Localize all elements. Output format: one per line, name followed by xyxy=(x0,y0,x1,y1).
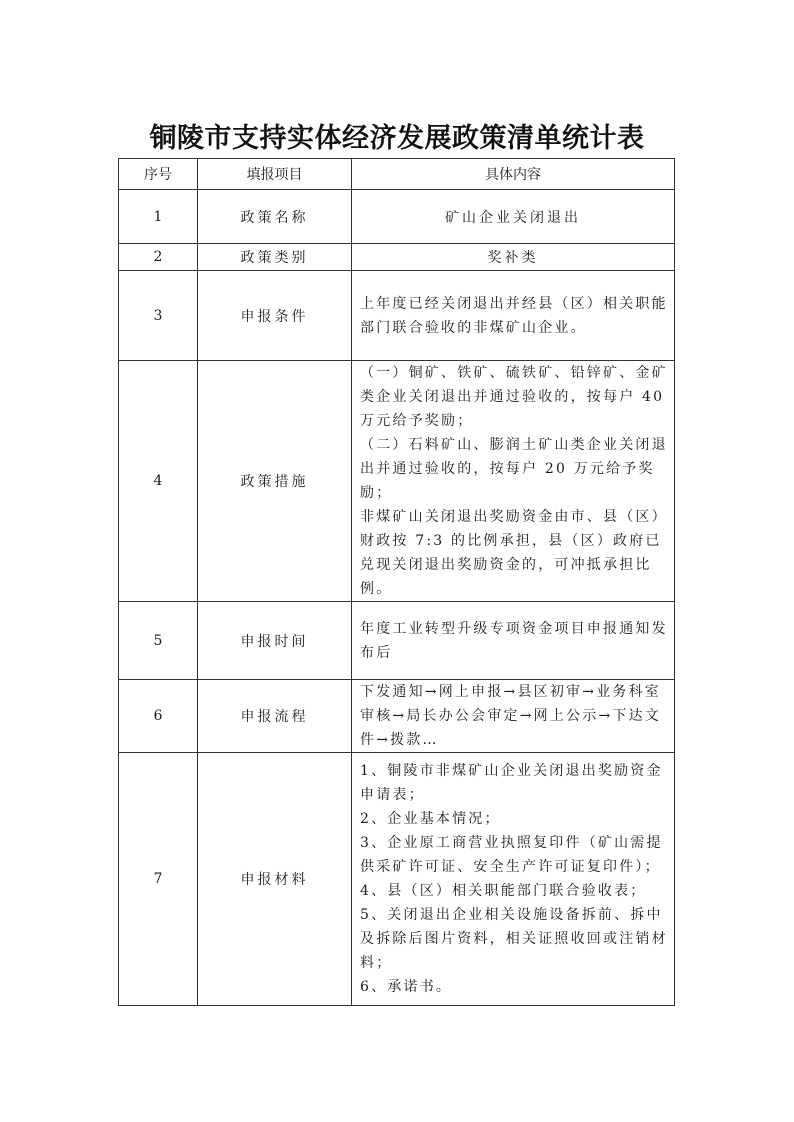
header-item: 填报项目 xyxy=(198,159,352,190)
row-no: 6 xyxy=(119,680,198,753)
content-line: 下发通知→网上申报→县区初审→业务科室审核→局长办公会审定→网上公示→下达文件→拨款… xyxy=(360,684,661,748)
table-row xyxy=(119,244,675,271)
row-content xyxy=(352,680,675,753)
content-line: 3、企业原工商营业执照复印件（矿山需提供采矿许可证、安全生产许可证复印件）； xyxy=(360,835,663,875)
content-line: 2、企业基本情况； xyxy=(360,811,501,827)
row-no: 1 xyxy=(119,190,198,244)
table-row xyxy=(119,361,675,602)
row-no: 2 xyxy=(119,244,198,271)
header-no: 序号 xyxy=(119,159,198,190)
content-line: 4、县（区）相关职能部门联合验收表； xyxy=(360,883,647,899)
content-line: 矿山企业关闭退出 xyxy=(445,209,581,226)
table-header-row xyxy=(119,159,675,190)
table-row xyxy=(119,602,675,680)
content-line: 上年度已经关闭退出并经县（区）相关职能部门联合验收的非煤矿山企业。 xyxy=(360,295,668,336)
header-content: 具体内容 xyxy=(352,159,675,190)
table-row xyxy=(119,271,675,361)
page-title: 铜陵市支持实体经济发展政策清单统计表 xyxy=(149,123,645,154)
content-line: 奖补类 xyxy=(487,250,539,266)
row-no: 3 xyxy=(119,271,198,361)
row-item: 政策措施 xyxy=(198,361,352,602)
content-line: （二）石料矿山、膨润土矿山类企业关闭退出并通过验收的，按每户 20 万元给予奖励； xyxy=(360,437,668,501)
row-item: 申报材料 xyxy=(198,753,352,1006)
row-item: 申报条件 xyxy=(198,271,352,361)
row-item: 申报流程 xyxy=(198,680,352,753)
row-no: 5 xyxy=(119,602,198,680)
row-content xyxy=(352,602,675,680)
content-line: 6、承诺书。 xyxy=(360,979,453,995)
row-content xyxy=(352,753,675,1006)
table-row xyxy=(119,753,675,1006)
table-row xyxy=(119,190,675,244)
row-content xyxy=(352,271,675,361)
content-line: 1、铜陵市非煤矿山企业关闭退出奖励资金申请表； xyxy=(360,763,663,803)
row-content xyxy=(352,244,675,271)
row-item: 政策名称 xyxy=(198,190,352,244)
content-line: 非煤矿山关闭退出奖励资金由市、县（区）财政按 7:3 的比例承担，县（区）政府已兑现关闭退出奖励资金的，可冲抵承担比例。 xyxy=(360,509,668,597)
row-content xyxy=(352,190,675,244)
row-content xyxy=(352,361,675,602)
row-no: 4 xyxy=(119,361,198,602)
row-item: 政策类别 xyxy=(198,244,352,271)
content-line: 5、关闭退出企业相关设施设备拆前、拆中及拆除后图片资料，相关证照收回或注销材料； xyxy=(360,907,668,971)
row-item: 申报时间 xyxy=(198,602,352,680)
content-line: 年度工业转型升级专项资金项目申报通知发布后 xyxy=(360,620,668,661)
policy-table xyxy=(118,158,675,1006)
table-row xyxy=(119,680,675,753)
content-line: （一）铜矿、铁矿、硫铁矿、铅锌矿、金矿类企业关闭退出并通过验收的，按每户 40 万元给予奖励； xyxy=(360,365,668,429)
row-no: 7 xyxy=(119,753,198,1006)
